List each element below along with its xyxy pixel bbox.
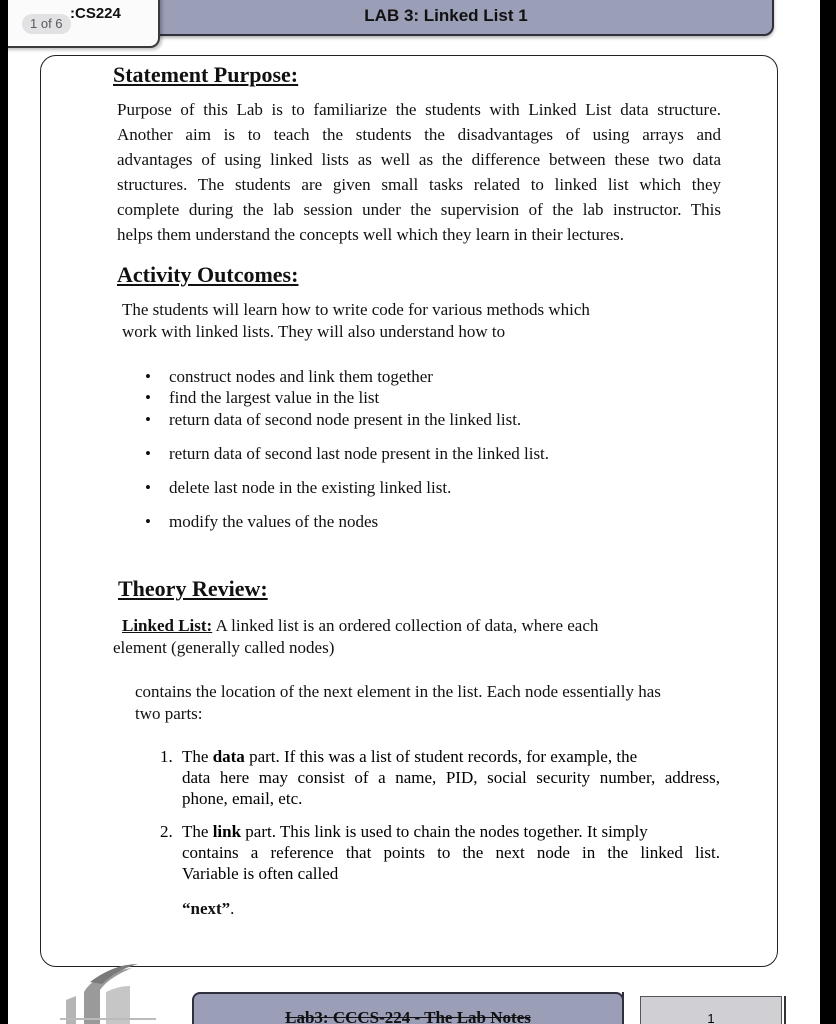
- definition-text: A linked list is an ordered collection of data, where each: [212, 616, 599, 635]
- purpose-line: Another aim is to teach the students the disadvantages of using arrays and: [117, 125, 721, 144]
- purpose-line: helps them understand the concepts well which they learn in their lectures.: [117, 225, 625, 244]
- theory-review-heading: Theory Review:: [118, 576, 268, 601]
- page-counter-badge: 1 of 6: [22, 14, 71, 34]
- footer-bar: [192, 992, 624, 1024]
- item-text: part. If this was a list of student records, for example, the: [244, 747, 638, 766]
- outcome-text: return data of second last node present in the linked list.: [169, 444, 550, 463]
- statement-purpose-heading: Statement Purpose:: [113, 62, 299, 87]
- item-line: data here may consist of a name, PID, social security number, address,: [182, 768, 720, 787]
- item-line: [182, 821, 720, 842]
- item-bold-term: link: [212, 822, 242, 841]
- lab-title: LAB 3: Linked List 1: [364, 6, 528, 25]
- university-logo: [54, 962, 164, 1024]
- outcomes-intro-line: The students will learn how to write code for various methods which: [122, 300, 590, 319]
- outcome-text: find the largest value in the list: [169, 388, 380, 407]
- item-number: 1.: [160, 747, 173, 766]
- footer-right-divider: [784, 996, 786, 1024]
- header-bar: [118, 0, 774, 36]
- item-line: Variable is often called: [182, 864, 339, 883]
- list-item: [160, 821, 722, 885]
- item-line: [182, 746, 720, 767]
- next-period: .: [230, 899, 235, 918]
- footer-page-number: 1: [707, 1011, 715, 1024]
- outcome-text: construct nodes and link them together: [169, 367, 433, 386]
- purpose-line: structures. The students are given small tasks related to linked list which they: [117, 175, 721, 194]
- outcome-text: modify the values of the nodes: [169, 512, 379, 531]
- outcome-text: return data of second node present in the linked list.: [169, 410, 522, 429]
- footer-divider: [622, 992, 624, 1024]
- next-variable-line: [182, 896, 234, 921]
- item-number: 2.: [160, 822, 173, 841]
- item-prefix: The: [182, 747, 213, 766]
- outcomes-intro-line: work with linked lists. They will also understand how to: [122, 322, 506, 341]
- item-text: part. This link is used to chain the nodes together. It simply: [241, 822, 648, 841]
- course-code: :CS224: [70, 5, 121, 22]
- footer-page-box: [640, 996, 782, 1024]
- definition-continuation: element (generally called nodes): [113, 638, 335, 657]
- outcomes-bullet-list: • construct nodes and link them together • find the largest value in the list • return data of second node present in the linked list. • return data of second last node present in the linked list. • delete last node in the existing linked list. • modify the values of the nodes: [145, 0, 745, 1]
- next-keyword: “next”: [182, 899, 231, 918]
- contains-line: contains the location of the next element in the list. Each node essentially has: [135, 682, 661, 701]
- purpose-line: advantages of using linked lists as well as the difference between these two data: [117, 150, 721, 169]
- item-line: phone, email, etc.: [182, 789, 303, 808]
- outcome-text: delete last node in the existing linked list.: [169, 478, 452, 497]
- item-line: contains a reference that points to the next node in the linked list.: [182, 843, 720, 862]
- contains-line: two parts:: [135, 704, 203, 723]
- footer-lab-notes: Lab3: CCCS-224 - The Lab Notes: [285, 1008, 531, 1024]
- list-item: [160, 746, 722, 810]
- purpose-line: complete during the lab session under the supervision of the lab instructor. This: [117, 200, 721, 219]
- linked-list-term: Linked List:: [122, 616, 213, 635]
- item-bold-term: data: [212, 747, 245, 766]
- item-prefix: The: [182, 822, 213, 841]
- activity-outcomes-heading: Activity Outcomes:: [117, 262, 299, 287]
- document-page: [8, 0, 820, 1024]
- purpose-line: Purpose of this Lab is to familiarize the students with Linked List data structure.: [117, 100, 721, 119]
